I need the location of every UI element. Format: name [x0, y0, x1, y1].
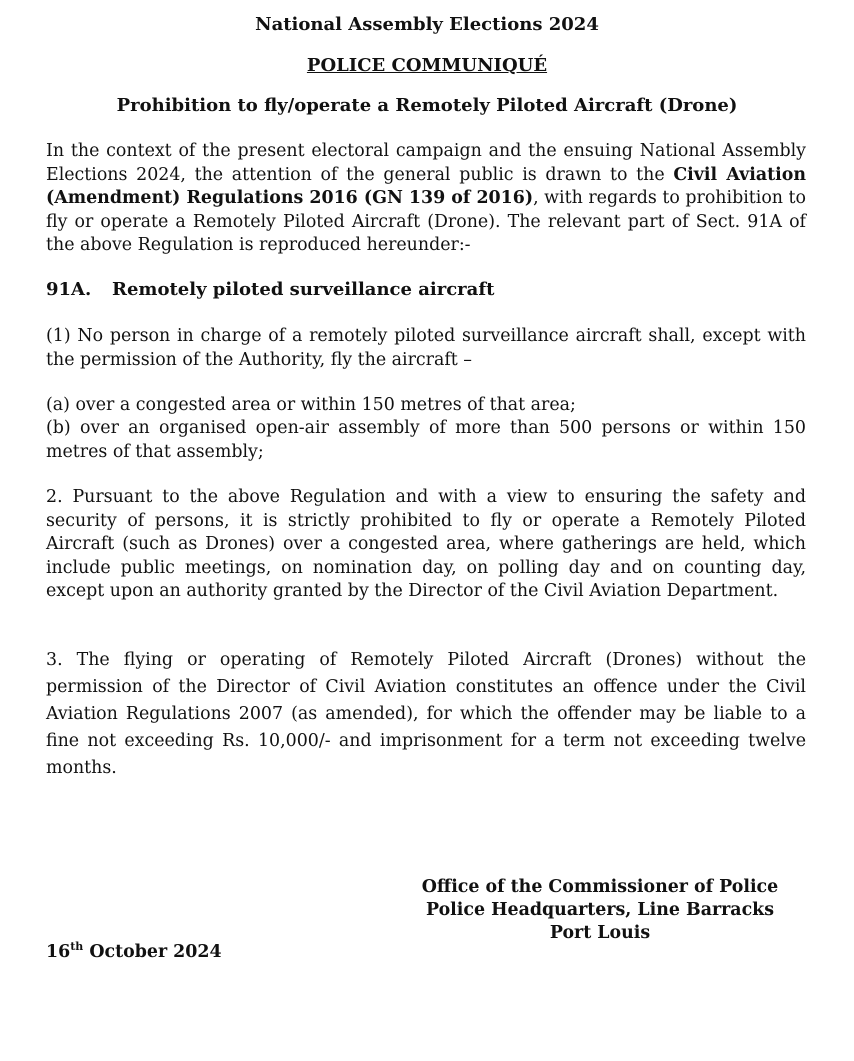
signature-headquarters: Police Headquarters, Line Barracks	[425, 900, 775, 920]
intro-text-after: , with regards to prohibition to fly or operate a Remotely Piloted Aircraft (Drone). The relevant part of Sect. 91A of the above Regulation is reproduced hereunder:-	[46, 188, 806, 255]
regulation-reference: Civil Aviation (Amendment) Regulations 2016 (GN 139 of 2016)	[46, 164, 806, 208]
date-suffix: th	[70, 940, 84, 954]
signature-office: Office of the Commissioner of Police	[421, 877, 779, 897]
section-title: Remotely piloted surveillance aircraft	[112, 279, 495, 300]
signature-city: Port Louis	[549, 923, 651, 943]
paragraph-2: 2. Pursuant to the above Regulation and with a view to ensuring the safety and security of persons, it is strictly prohibited to fly or operate a Remotely Piloted Aircraft (such as Drones) over a congested area, where gatherings are held, which include public meetings, on nomination day, on polling day and on counting day, except upon an authority granted by the Director of the Civil Aviation Department.	[46, 487, 806, 601]
communique-heading: POLICE COMMUNIQUÉ	[306, 55, 548, 76]
section-heading	[46, 278, 806, 302]
date-day: 16	[46, 942, 71, 962]
document-date	[46, 942, 222, 962]
document-title: National Assembly Elections 2024	[255, 14, 599, 35]
paragraph-3: 3. The flying or operating of Remotely Piloted Aircraft (Drones) without the permission of the Director of Civil Aviation constitutes an offence under the Civil Aviation Regulations 2007 (as amended), for which the offender may be liable to a fine not exceeding Rs. 10,000/- and imprisonment for a term not exceeding twelve months.	[46, 650, 806, 778]
section-number: 91A.	[46, 279, 92, 300]
subject-heading: Prohibition to fly/operate a Remotely Piloted Aircraft (Drone)	[116, 95, 738, 116]
date-rest: October 2024	[83, 942, 222, 962]
signature-block	[380, 876, 820, 945]
intro-text-before: In the context of the present electoral campaign and the ensuing National Assembly Elections 2024, the attention of the general public is drawn to the	[46, 141, 806, 185]
intro-paragraph	[46, 140, 806, 258]
item-a: (a) over a congested area or within 150 metres of that area;	[46, 395, 576, 415]
item-b: (b) over an organised open-air assembly of more than 500 persons or within 150 metres of that assembly;	[46, 418, 806, 462]
subsection-1: (1) No person in charge of a remotely piloted surveillance aircraft shall, except with the permission of the Authority, fly the aircraft –	[46, 326, 806, 370]
